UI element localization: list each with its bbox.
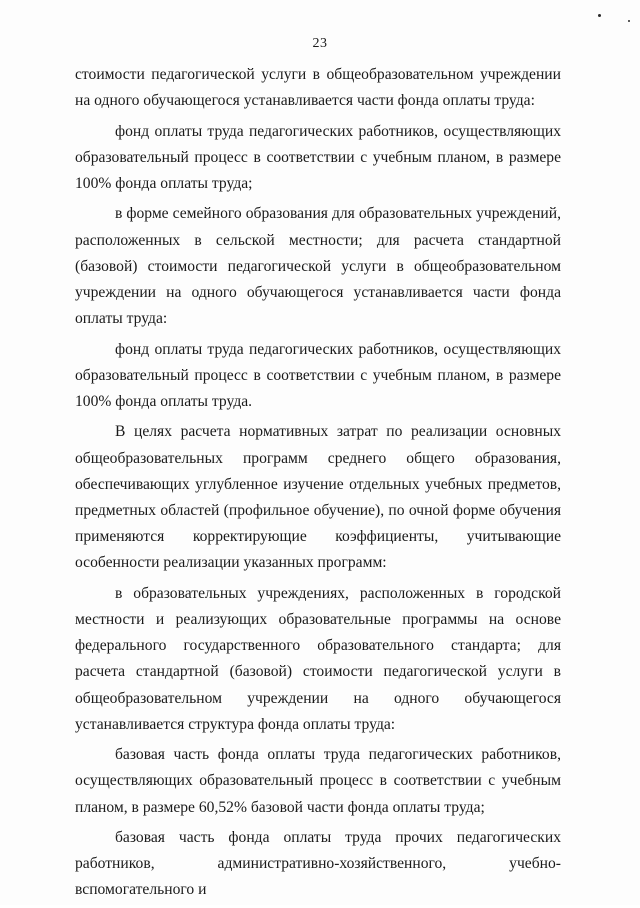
paragraph-5: В целях расчета нормативных затрат по реализации основных общеобразовательных программ среднего общего образования, обеспечивающих углубленное изучение отдельных учебных предметов, предметных областей (профильное обучение), по очной форме обучения применяются корректирующие коэффициенты, учитывающие особенности реализации указанных программ: <box>75 423 561 572</box>
paragraph-1: стоимости педагогической услуги в общеобразовательном учреждении на одного обучающегося устанавливается части фонда оплаты труда: <box>75 66 561 110</box>
scan-speck-top-right <box>598 14 601 17</box>
paragraph-4: фонд оплаты труда педагогических работников, осуществляющих образовательный процесс в соответствии с учебным планом, в размере 100% фонда оплаты труда. <box>75 340 561 410</box>
page-number: 23 <box>312 36 328 51</box>
scan-speck-top-right-edge <box>628 20 630 22</box>
paragraph-2: фонд оплаты труда педагогических работников, осуществляющих образовательный процесс в соответствии с учебным планом, в размере 100% фонда оплаты труда; <box>75 122 561 192</box>
paragraph-6: в образовательных учреждениях, расположенных в городской местности и реализующих образовательные программы на основе федерального государственного образовательного стандарта; для расчета стандартной (базовой) стоимости педагогической услуги в общеобразовательном учреждении на одного обучающегося устанавливается структура фонда оплаты труда: <box>75 584 561 733</box>
paragraph-7: базовая часть фонда оплаты труда педагогических работников, осуществляющих образовательный процесс в соответствии с учебным планом, в размере 60,52% базовой части фонда оплаты труда; <box>75 746 561 816</box>
document-body <box>75 62 561 908</box>
paragraph-8: базовая часть фонда оплаты труда прочих педагогических работников, административно-хозяйственного, учебно-вспомогательного и <box>75 829 561 899</box>
paragraph-3: в форме семейного образования для образовательных учреждений, расположенных в сельской местности; для расчета стандартной (базовой) стоимости педагогической услуги в общеобразовательном учреждении на одного обучающегося устанавливается части фонда оплаты труда: <box>75 205 561 328</box>
